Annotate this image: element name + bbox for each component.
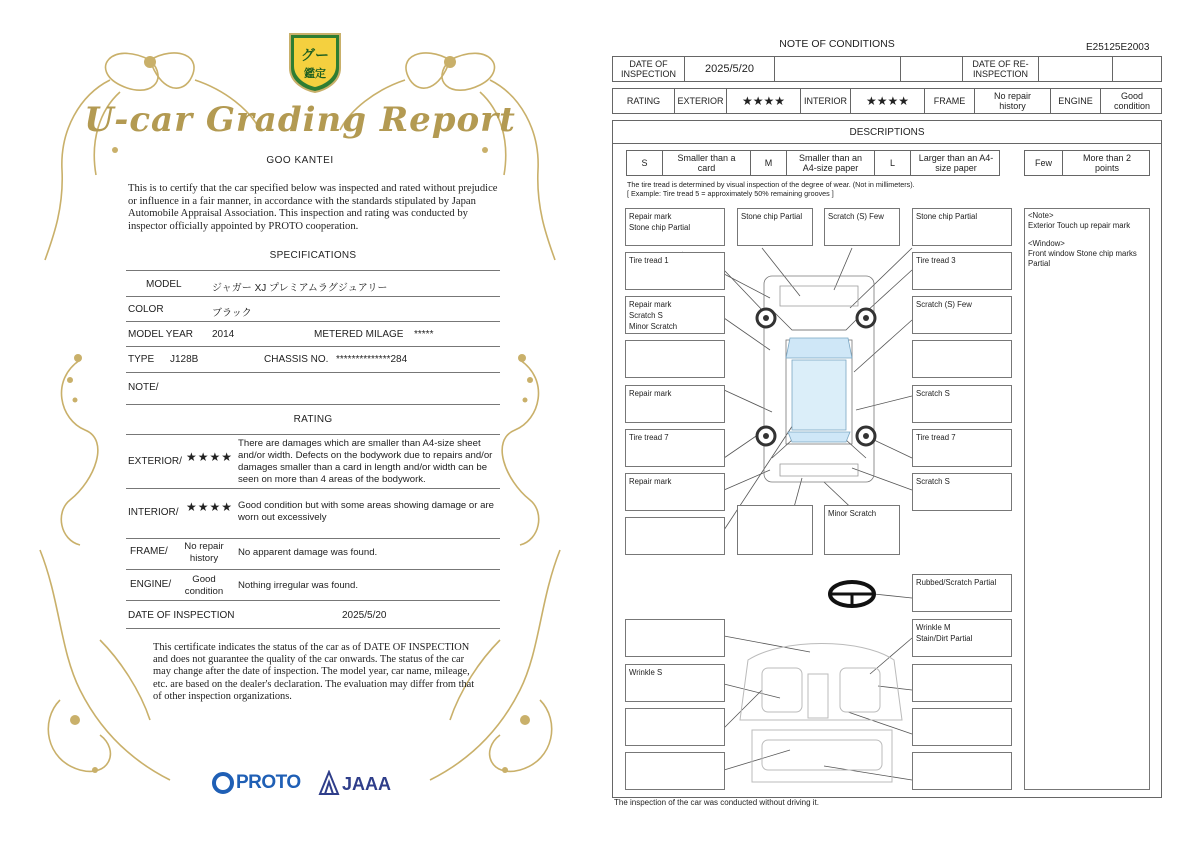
frame-description: No apparent damage was found. — [238, 547, 378, 558]
certificate-title: U-car Grading Report — [84, 100, 516, 140]
rating-label: RATING — [613, 89, 675, 113]
metered-milage-value: ***** — [414, 329, 434, 340]
exterior-label: EXTERIOR/ — [128, 456, 182, 467]
metered-milage-label: METERED MILAGE — [314, 329, 404, 340]
legend-text-few: More than 2 points — [1082, 153, 1132, 173]
engine-label: ENGINE/ — [130, 579, 172, 590]
note-title: <Note> — [1028, 211, 1054, 220]
chassis-label: CHASSIS NO. — [264, 354, 329, 365]
frame-label: FRAME — [925, 89, 975, 113]
interior-description: Good condition but with some areas showing damage or are worn out excessively — [238, 500, 494, 523]
model-value: ジャガー XJ プレミアムラグジュアリー — [212, 283, 388, 294]
certificate-intro: This is to certify that the car specified below was inspected and rated without prejudice or influence in a fair manner, in accordance with the standards stipulated by Japan Automobile Appraisal Association. This inspection and rating was conducted by inspector officially appointed by PROTO cooperation. — [128, 183, 498, 232]
slot-rear-left: Repair mark — [625, 473, 725, 511]
legend-text-m: Smaller than an A4-size paper — [787, 151, 875, 175]
slot-rear-door-left: Repair mark — [625, 385, 725, 423]
slot-tire-rear-left: Tire tread 7 — [625, 429, 725, 467]
svg-text:グー: グー — [301, 48, 329, 64]
note-text: Exterior Touch up repair mark — [1028, 221, 1131, 230]
type-label: TYPE — [128, 354, 155, 365]
jaaa-logo-icon — [318, 770, 340, 796]
svg-text:鑑定: 鑑定 — [304, 67, 326, 80]
slot-front-door-right: Scratch (S) Few — [912, 296, 1012, 334]
engine-value: Good condition — [1113, 91, 1151, 111]
slot-tire-front-left: Tire tread 1 — [625, 252, 725, 290]
slot-left-blank-5 — [625, 752, 725, 790]
slot-right-blank-2 — [912, 664, 1012, 702]
model-year-label: MODEL YEAR — [128, 329, 194, 340]
tire-note-example: [ Example: Tire tread 5 = approximately 50% remaining grooves ] — [627, 189, 834, 198]
slot-hood-left: Stone chip Partial — [737, 208, 813, 246]
proto-logo-icon — [212, 772, 236, 796]
legend-text-l: Larger than an A4-size paper — [918, 153, 994, 173]
interior-stars: ★★★★ — [851, 89, 925, 113]
slot-left-blank-1 — [625, 340, 725, 378]
interior-label: INTERIOR/ — [128, 507, 179, 518]
type-value: J128B — [170, 354, 199, 365]
slot-tire-rear-right: Tire tread 7 — [912, 429, 1012, 467]
model-year-value: 2014 — [212, 329, 235, 340]
descriptions-title: DESCRIPTIONS — [612, 120, 1162, 144]
conditions-title: NOTE OF CONDITIONS — [779, 38, 895, 50]
rating-row — [612, 88, 1162, 114]
note-label: NOTE/ — [128, 382, 159, 393]
color-value: ブラック — [212, 308, 252, 319]
model-label: MODEL — [146, 279, 182, 290]
frame-value: No repair history — [975, 89, 1051, 113]
certificate-subtitle: GOO KANTEI — [266, 155, 334, 166]
proto-logo: PROTO — [236, 772, 301, 793]
slot-front-door-left: Repair mark Scratch S Minor Scratch — [625, 296, 725, 334]
engine-label: ENGINE — [1051, 89, 1101, 113]
few-legend — [1024, 150, 1150, 176]
date-of-inspection-label: DATE OF INSPECTION — [128, 610, 235, 621]
exterior-stars: ★★★★ — [727, 89, 801, 113]
slot-right-blank-3 — [912, 708, 1012, 746]
slot-rear-bumper-right: Minor Scratch — [824, 505, 900, 555]
date-row — [612, 56, 1162, 82]
goo-kantei-badge-icon — [286, 30, 344, 94]
slot-rear-door-right: Scratch S — [912, 385, 1012, 423]
size-legend — [626, 150, 1000, 176]
exterior-description: There are damages which are smaller than A4-size sheet and/or width. Defects on the bodywork due to repairs and/or damages smaller than a card in length and/or width can be seen on more than 4 areas of the bodywork. — [238, 438, 493, 485]
date-of-inspection-value: 2025/5/20 — [342, 610, 387, 621]
slot-seat-right: Wrinkle M Stain/Dirt Partial — [912, 619, 1012, 657]
slot-right-blank-1 — [912, 340, 1012, 378]
legend-key-l: L — [875, 151, 911, 175]
legend-key-few: Few — [1025, 151, 1063, 175]
interior-label: INTERIOR — [801, 89, 851, 113]
certificate-footer: This certificate indicates the status of the car as of DATE OF INSPECTION and does not guarantee the quality of the car onwards. The status of the car may change after the date of inspection. The model year, car name, mileage, etc. are based on the dealer's declaration. The evaluation may differ from that of other inspection organizations. — [153, 642, 475, 702]
slot-left-blank-2 — [625, 517, 725, 555]
legend-key-s: S — [627, 151, 663, 175]
slot-left-blank-3 — [625, 619, 725, 657]
slot-hood-right: Scratch (S) Few — [824, 208, 900, 246]
chassis-value: **************284 — [336, 354, 408, 365]
slot-left-blank-4 — [625, 708, 725, 746]
slot-front-right: Stone chip Partial — [912, 208, 1012, 246]
report-code: E25125E2003 — [1086, 42, 1150, 53]
exterior-label: EXTERIOR — [675, 89, 727, 113]
window-text: Front window Stone chip marks Partial — [1028, 249, 1137, 268]
specifications-title: SPECIFICATIONS — [269, 250, 357, 261]
window-title: <Window> — [1028, 239, 1065, 248]
slot-tire-front-right: Tire tread 3 — [912, 252, 1012, 290]
tire-note: The tire tread is determined by visual inspection of the degree of wear. (Not in millimeters). — [627, 180, 915, 189]
slot-rear-right: Scratch S — [912, 473, 1012, 511]
slot-interior-left: Wrinkle S — [625, 664, 725, 702]
date-blank-2 — [901, 57, 963, 81]
frame-value: No repair history — [184, 541, 224, 564]
interior-stars: ★★★★ — [186, 500, 234, 514]
legend-text-s: Smaller than a card — [663, 151, 751, 175]
frame-label: FRAME/ — [130, 546, 168, 557]
date-of-inspection-value: 2025/5/20 — [685, 57, 775, 81]
reinspection-blank-1 — [1039, 57, 1113, 81]
date-blank-1 — [775, 57, 901, 81]
rating-title: RATING — [293, 414, 333, 425]
note-panel — [1024, 208, 1150, 790]
slot-right-blank-4 — [912, 752, 1012, 790]
slot-front-left: Repair mark Stone chip Partial — [625, 208, 725, 246]
reinspection-blank-2 — [1113, 57, 1163, 81]
engine-value: Good condition — [184, 574, 224, 597]
color-label: COLOR — [128, 304, 164, 315]
jaaa-logo: JAAA — [342, 774, 392, 794]
exterior-stars: ★★★★ — [186, 450, 234, 464]
engine-description: Nothing irregular was found. — [238, 580, 358, 591]
legend-key-m: M — [751, 151, 787, 175]
date-of-inspection-label: DATE OF INSPECTION — [613, 57, 685, 81]
date-of-reinspection-label: DATE OF RE-INSPECTION — [963, 57, 1039, 81]
slot-rear-bumper-left — [737, 505, 813, 555]
slot-steering: Rubbed/Scratch Partial — [912, 574, 1012, 612]
conditions-footer: The inspection of the car was conducted without driving it. — [614, 798, 819, 807]
